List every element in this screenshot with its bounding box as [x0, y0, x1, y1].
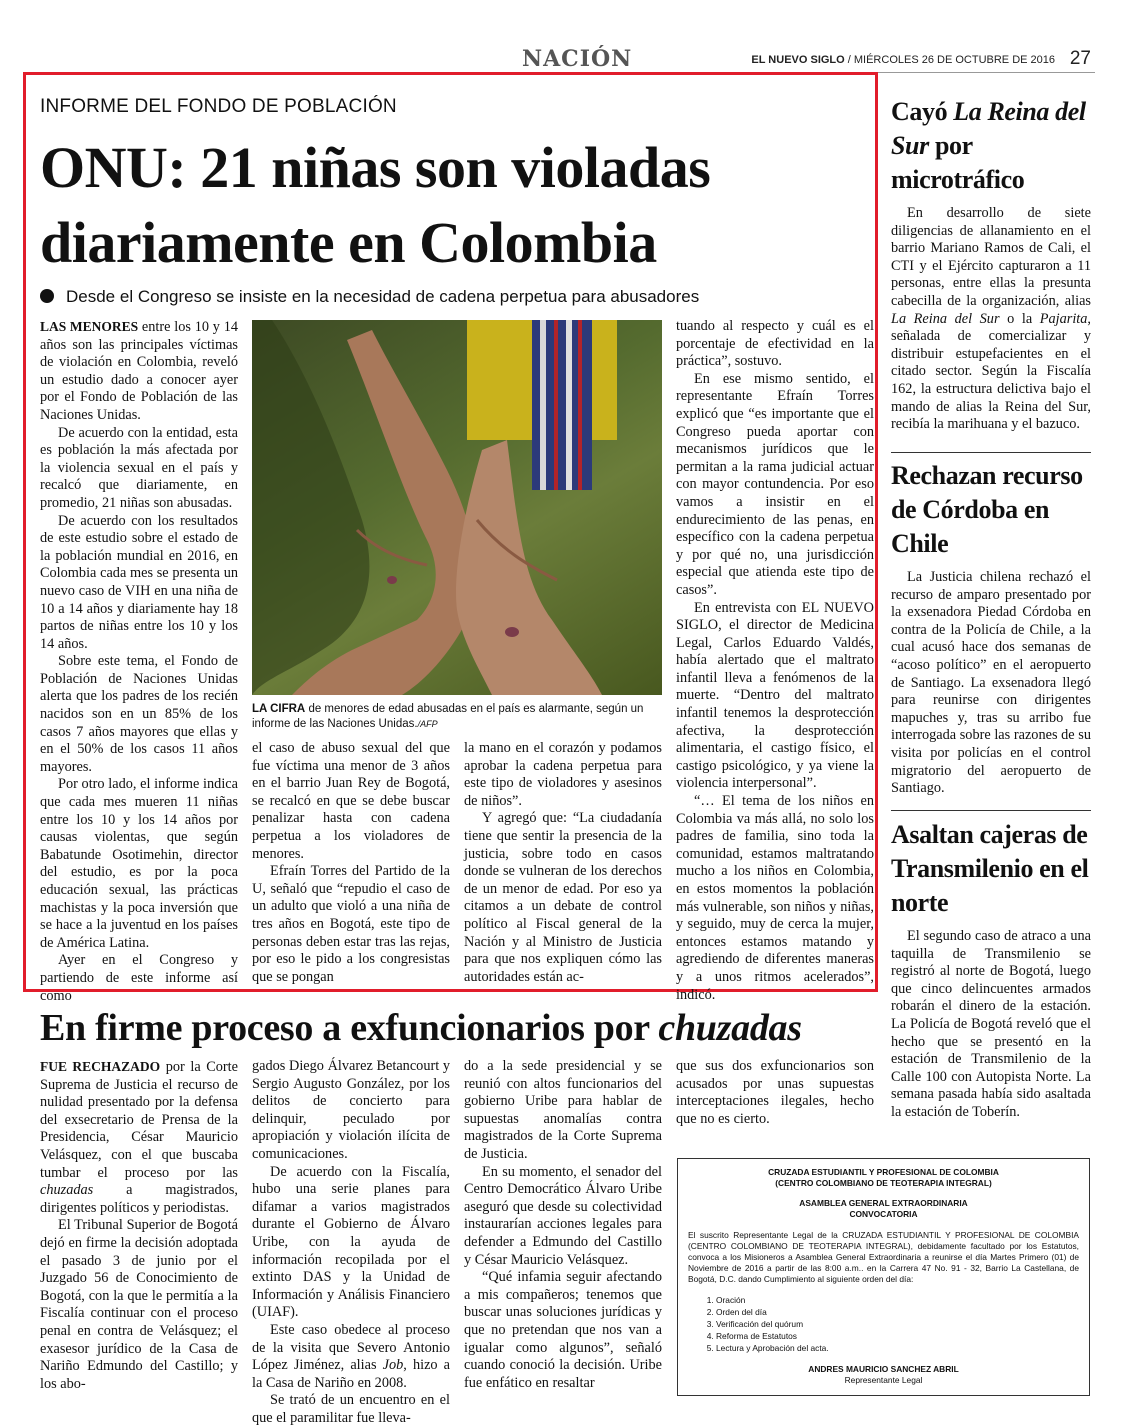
paragraph: LAS MENORES entre los 10 y 14 años son las principales víctimas de violación en Colombia, reveló un estudio dado a conocer ayer por el Fondo de Población de las Naciones Unidas.	[40, 319, 238, 423]
signer-role: Representante Legal	[844, 1375, 923, 1385]
paragraph: “Qué infamia seguir afectando a mis compañeros; tenemos que buscar unas soluciones jurídicas y que no pretendan que nos van a igualar como algunos”, señaló cuando conoció la decisión. Uribe fue enfático en resaltar	[464, 1269, 662, 1391]
sidebar-text: La Justicia chilena rechazó el recurso de amparo presentado por la exsenadora Piedad Córdoba en contra de la Policía de Chile, a la cual acusó hace dos semanas de “acoso político” en el aeropuerto de Santiago. La exsenadora llegó para reunirse con dirigentes mapuches y, tras su arribo fue interrogada sobre las razones de su visita por policías en el control migratorio del aeropuerto de Santiago.	[891, 569, 1091, 797]
main-headline: ONU: 21 niñas son violadas diariamente en Colombia	[40, 135, 711, 275]
second-column-3	[464, 1058, 662, 1392]
paragraph: Por otro lado, el informe indica que cada mes mueren 11 niñas entre los 10 y los 14 años por causas violentas, que según Babatunde Osotimehin, director del estudio, es por la poca educación sexual, las prácticas machistas y la poca inversión que se hace a la juventud en los países de América Latina.	[40, 776, 238, 951]
sidebar-story-1	[891, 95, 1091, 434]
story-summary	[40, 287, 860, 307]
second-column-2	[252, 1058, 450, 1427]
second-column-4	[676, 1058, 874, 1128]
sidebar-text: En desarrollo de siete diligencias de allanamiento en el barrio Mariano Ramos de Cali, el CTI y el Ejército capturaron a 11 personas, entre ellas la presunta cabecilla de la organización, alias La Reina del Sur o la Pajarita, señalada de comercializar y distribuir estupefacientes en el citado sector. Según la Fiscalía 162, la estructura delictiva bajo el mando de alias la Reina del Sur, recibía la marihuana y el bazuco.	[891, 205, 1091, 433]
notice-org-sub: (CENTRO COLOMBIANO DE TEOTERAPIA INTEGRAL)	[775, 1178, 992, 1188]
paragraph: Sobre este tema, el Fondo de Población de Naciones Unidas alerta que los padres de los recién nacidos son en un 85% de los casos 7 años mayores que ellas y en el 50% de los casos 11 años mayores.	[40, 653, 238, 775]
photo-caption	[252, 702, 662, 732]
paragraph: la mano en el corazón y podamos aprobar la cadena perpetua para este tipo de violadores y asesinos de niños”.	[464, 740, 662, 809]
legal-notice	[677, 1158, 1090, 1396]
paragraph: que sus dos exfuncionarios son acusados por unas supuestas interceptaciones ilegales, hecho que no es cierto.	[676, 1058, 874, 1127]
notice-agenda	[716, 1295, 1079, 1354]
masthead-date	[751, 54, 1055, 66]
paragraph: De acuerdo con la Fiscalía, hubo una serie planes para difamar a varios magistrados durante el Gobierno de Álvaro Uribe, con la ayuda de información recopilada por el extinto DAS y la Unidad de Información y Análisis Financiero (UIAF).	[252, 1163, 450, 1321]
notice-org: CRUZADA ESTUDIANTIL Y PROFESIONAL DE COLOMBIA	[768, 1167, 999, 1177]
paragraph: do a la sede presidencial y se reunió con altos funcionarios del gobierno Uribe para hablar de supuestas anomalías contra magistrados de la Corte Suprema de Justicia.	[464, 1058, 662, 1162]
caption-text: de menores de edad abusadas en el país es alarmante, según un informe de las Naciones Unidas.	[252, 703, 644, 730]
lead-in: FUE RECHAZADO	[40, 1059, 161, 1074]
photo-credit: /AFP	[417, 719, 438, 729]
paragraph: En su momento, el senador del Centro Democrático Álvaro Uribe aseguró que desde su colectividad instaurarían acciones legales para defender a Edmundo del Castillo y César Mauricio Velásquez.	[464, 1163, 662, 1268]
paragraph: tuando al respecto y cuál es el porcentaje de efectividad en la práctica”, sostuvo.	[676, 318, 874, 370]
signer-name: ANDRES MAURICIO SANCHEZ ABRIL	[808, 1364, 959, 1374]
notice-body: El suscrito Representante Legal de la CRUZADA ESTUDIANTIL Y PROFESIONAL DE COLOMBIA (CENTRO COLOMBIANO DE TEOTERAPIA INTEGRAL), debidamente facultado por los Estatutos, convoca a los Misioneros a Asamblea General Extraordinaria a reunirse el día Martes Primero (01) de Noviembre de 2016 a partir de las 8:00 a.m.. en la Carrera 47 No. 91 - 32, Barrio La Castellana, de Bogotá, D.C. dando Cumplimiento al siguiente orden del día:	[688, 1230, 1079, 1284]
agenda-item: 2. Orden del día	[716, 1307, 1079, 1318]
notice-signature	[688, 1364, 1079, 1386]
paragraph: el caso de abuso sexual del que fue víctima una menor de 3 años en el barrio Juan Rey de Bogotá, se recalcó en que se debe buscar penalizar hasta con cadena perpetua a los violadores de menores.	[252, 740, 450, 862]
agenda-item: 1. Oración	[716, 1295, 1079, 1306]
page-number: 27	[1069, 48, 1091, 69]
hands-photo-illustration	[252, 320, 662, 695]
paragraph: En ese mismo sentido, el representante Efraín Torres explicó que “es importante que el Congreso pueda aportar con mecanismos jurídicos que le permitan a la rama judicial actuar con mayor contundencia. Por eso vamos a insistir en el endurecimiento de las penas, en específico con la cadena perpetua y por qué no, una jurisdicción especial que atienda este tipo de casos”.	[676, 370, 874, 598]
summary-text: Desde el Congreso se insiste en la necesidad de cadena perpetua para abusadores	[66, 287, 700, 306]
story-photo	[252, 320, 662, 695]
masthead	[24, 42, 1095, 76]
paragraph: Efraín Torres del Partido de la U, señaló que “repudio el caso de un adulto que violó a una niña de tres años en Bogotá, este tipo de personas deben estar tras las rejas, por eso le pido a los congresistas que se pongan	[252, 863, 450, 985]
sidebar-headline: Asaltan cajeras de Transmilenio en el norte	[891, 820, 1089, 917]
paragraph: De acuerdo con la entidad, esta es población la más afectada por la violencia sexual en el país y recalcó que diariamente, en promedio, 21 niñas son abusadas.	[40, 424, 238, 511]
sidebar-divider	[891, 452, 1091, 453]
paragraph: Este caso obedece al proceso de la visita que Severo Antonio López Jiménez, alias Job, hizo a la Casa de Nariño en 2008.	[252, 1321, 451, 1391]
paragraph: En entrevista con EL NUEVO SIGLO, el director de Medicina Legal, Carlos Eduardo Valdés, había alertado que el maltrato infantil lleva a fenómenos de la muerte. “Dentro del maltrato infantil tenemos la desprotección afectiva, la desprotección alimentaria, el castigo físico, el castigo psicológico, y ya viene la violencia interpersonal”.	[676, 599, 874, 792]
notice-subtitle: CONVOCATORIA	[849, 1209, 918, 1219]
lead-in: LAS MENORES	[40, 319, 139, 334]
sidebar-headline: Cayó La Reina del Sur por microtráfico	[891, 97, 1086, 194]
main-column-2	[252, 740, 450, 986]
paragraph: De acuerdo con los resultados de este estudio sobre el estado de la población mundial en 2016, en Colombia cada mes se presenta un nuevo caso de VIH en una niña de 10 a 14 años y diariamente hay 18 partos de niñas entre los 10 y los 14 años.	[40, 512, 238, 652]
paragraph: gados Diego Álvarez Betancourt y Sergio Augusto González, por los delitos de concierto para delinquir, peculado por apropiación y violación ilícita de comunicaciones.	[252, 1058, 450, 1162]
bullet-icon	[40, 289, 54, 303]
sidebar-text: El segundo caso de atraco a una taquilla de Transmilenio se registró al norte de Bogotá, luego que cinco delincuentes armados robarán el dinero de la estación. La Policía de Bogotá reveló que el hecho que se presentó en la estación de Transmilenio de la Calle 100 con Autopista Norte. La semana pasada había sido asaltada la estación de Toberín.	[891, 928, 1091, 1120]
paragraph: Ayer en el Congreso y partiendo de este informe así como	[40, 952, 238, 1004]
paragraph: El Tribunal Superior de Bogotá dejó en firme la decisión adoptada el pasado 3 de junio por el Juzgado 56 de Conocimiento de Bogotá, con la que le permitía a la Fiscalía continuar con el proceso penal en contra de Velásquez; el exasesor jurídico de la Casa de Nariño Edmundo del Castillo; y los abo-	[40, 1217, 238, 1392]
agenda-item: 5. Lectura y Aprobación del acta.	[716, 1343, 1079, 1354]
paragraph: Y agregó que: “La ciudadanía tiene que sentir la presencia de la justicia, sobre todo en casos donde se vulneran de los derechos de un menor de edad. Por eso ya citamos a un debate de control político al Fiscal general de la Nación y al Ministro de Justicia para que nos expliquen cómo las autoridades están ac-	[464, 810, 662, 985]
sidebar-story-2	[891, 459, 1091, 798]
agenda-item: 3. Verificación del quórum	[716, 1319, 1079, 1330]
main-column-4	[676, 318, 874, 1004]
paper-name: EL NUEVO SIGLO	[751, 54, 845, 66]
agenda-item: 4. Reforma de Estatutos	[716, 1331, 1079, 1342]
sidebar-divider	[891, 810, 1091, 811]
paragraph: “… El tema de los niños en Colombia va más allá, no solo los padres de familia, sino toda la comunidad, estamos maltratando mucho a los niños en Colombia, en estos momentos la población más vulnerable, son niños y niñas, y seguido, muy de cerca la mujer, entonces estamos matando y agrediendo de diferentes maneras y a unos ritmos acelerados”, indicó.	[676, 793, 874, 1003]
sidebar-story-3	[891, 818, 1091, 1122]
second-headline: En firme proceso a exfuncionarios por chuzadas	[40, 1007, 802, 1049]
main-column-1	[40, 318, 238, 1005]
notice-title: ASAMBLEA GENERAL EXTRAORDINARIA	[799, 1198, 968, 1208]
section-name: NACIÓN	[522, 46, 633, 72]
second-column-1	[40, 1058, 238, 1393]
main-column-3	[464, 740, 662, 986]
issue-date: / MIÉRCOLES 26 DE OCTUBRE DE 2016	[847, 54, 1055, 66]
caption-lead: LA CIFRA	[252, 703, 306, 715]
paragraph: Se trató de un encuentro en el que el paramilitar fue lleva-	[252, 1392, 450, 1426]
sidebar-headline: Rechazan recurso de Córdoba en Chile	[891, 461, 1083, 558]
story-kicker: INFORME DEL FONDO DE POBLACIÓN	[40, 96, 397, 117]
paragraph: FUE RECHAZADO por la Corte Suprema de Justicia el recurso de nulidad presentado por la defensa del exsecretario de Prensa de la Presidencia, César Mauricio Velásquez, con el que buscaba tumbar el proceso por las chuzadas a magistrados, dirigentes políticos y periodistas.	[40, 1059, 238, 1216]
